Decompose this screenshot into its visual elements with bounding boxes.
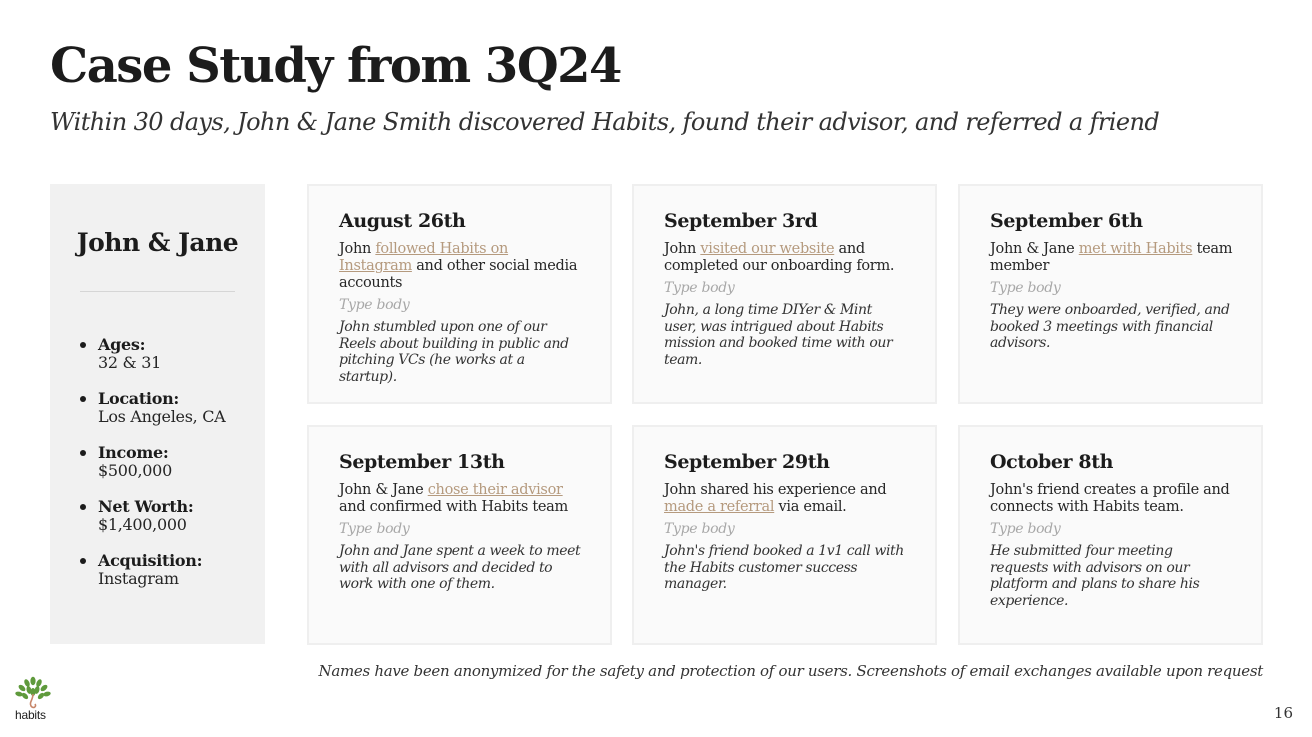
card-body: John, a long time DIYer & Mint user, was intrigued about Habits mission and booked time with our team. (664, 302, 893, 368)
card-type-label: Type body (339, 521, 410, 537)
timeline-card-sep-13 (307, 425, 612, 645)
card-summary (990, 241, 1233, 275)
summary-text: John & Jane (990, 241, 1079, 257)
card-date: September 3rd (664, 210, 818, 232)
card-summary (339, 241, 582, 292)
card-date: August 26th (339, 210, 466, 232)
timeline-card-oct-8 (958, 425, 1263, 645)
card-summary (664, 241, 907, 275)
summary-text: and other social media accounts (339, 258, 578, 291)
page-subtitle: Within 30 days, John & Jane Smith discovered Habits, found their advisor, and referred a friend (50, 108, 1160, 136)
fact-label: Location: (98, 389, 180, 408)
timeline-card-sep-6 (958, 184, 1263, 404)
footnote: Names have been anonymized for the safety and protection of our users. Screenshots of email exchanges available upon request (318, 662, 1263, 680)
card-type-label: Type body (990, 521, 1061, 537)
page-title: Case Study from 3Q24 (50, 38, 621, 94)
card-date: October 8th (990, 451, 1113, 473)
fact-value: Los Angeles, CA (98, 407, 226, 426)
summary-text: John shared his experience and (664, 482, 887, 498)
fact-value: Instagram (98, 569, 179, 588)
profile-facts-list (80, 336, 225, 606)
summary-text: via email. (774, 499, 847, 515)
card-date: September 13th (339, 451, 505, 473)
summary-text: John (664, 241, 701, 257)
profile-fact-location (80, 390, 225, 426)
profile-fact-net-worth (80, 498, 225, 534)
summary-text: and completed our onboarding form. (664, 241, 895, 274)
fact-value: $1,400,000 (98, 515, 187, 534)
card-body: They were onboarded, verified, and booked 3 meetings with financial advisors. (990, 302, 1230, 351)
summary-text: and confirmed with Habits team (339, 499, 568, 515)
chose-advisor-link[interactable]: chose their advisor (427, 482, 563, 498)
profile-name: John & Jane (76, 228, 239, 257)
timeline-card-sep-3 (632, 184, 937, 404)
timeline-card-sep-29 (632, 425, 937, 645)
instagram-link[interactable]: followed Habits on Instagram (339, 241, 509, 274)
referral-link[interactable]: made a referral (664, 499, 775, 515)
met-with-habits-link[interactable]: met with Habits (1078, 241, 1193, 257)
fact-label: Net Worth: (98, 497, 194, 516)
page-number: 16 (1273, 704, 1293, 722)
profile-divider (80, 291, 235, 292)
card-type-label: Type body (664, 521, 735, 537)
card-type-label: Type body (339, 297, 410, 313)
card-body: John stumbled upon one of our Reels about building in public and pitching VCs (he works at a startup). (339, 319, 569, 385)
fact-label: Ages: (98, 335, 146, 354)
card-date: September 6th (990, 210, 1143, 232)
card-summary (664, 482, 907, 516)
card-type-label: Type body (664, 280, 735, 296)
card-type-label: Type body (990, 280, 1061, 296)
card-summary: John's friend creates a profile and connects with Habits team. (990, 482, 1230, 515)
profile-panel (50, 184, 265, 644)
fact-label: Acquisition: (98, 551, 203, 570)
card-summary (339, 482, 582, 516)
profile-fact-income (80, 444, 225, 480)
fact-value: 32 & 31 (98, 353, 162, 372)
timeline-card-aug-26 (307, 184, 612, 404)
fact-label: Income: (98, 443, 169, 462)
card-body: John's friend booked a 1v1 call with the Habits customer success manager. (664, 543, 904, 592)
card-date: September 29th (664, 451, 830, 473)
summary-text: John & Jane (339, 482, 428, 498)
website-link[interactable]: visited our website (700, 241, 835, 257)
summary-text: team member (990, 241, 1233, 274)
summary-text: John (339, 241, 376, 257)
card-body: John and Jane spent a week to meet with all advisors and decided to work with one of them. (339, 543, 581, 592)
logo-text: habits (15, 708, 46, 722)
profile-fact-ages (80, 336, 225, 372)
fact-value: $500,000 (98, 461, 172, 480)
card-body: He submitted four meeting requests with advisors on our platform and plans to share his experience. (990, 543, 1200, 609)
profile-fact-acquisition (80, 552, 225, 588)
